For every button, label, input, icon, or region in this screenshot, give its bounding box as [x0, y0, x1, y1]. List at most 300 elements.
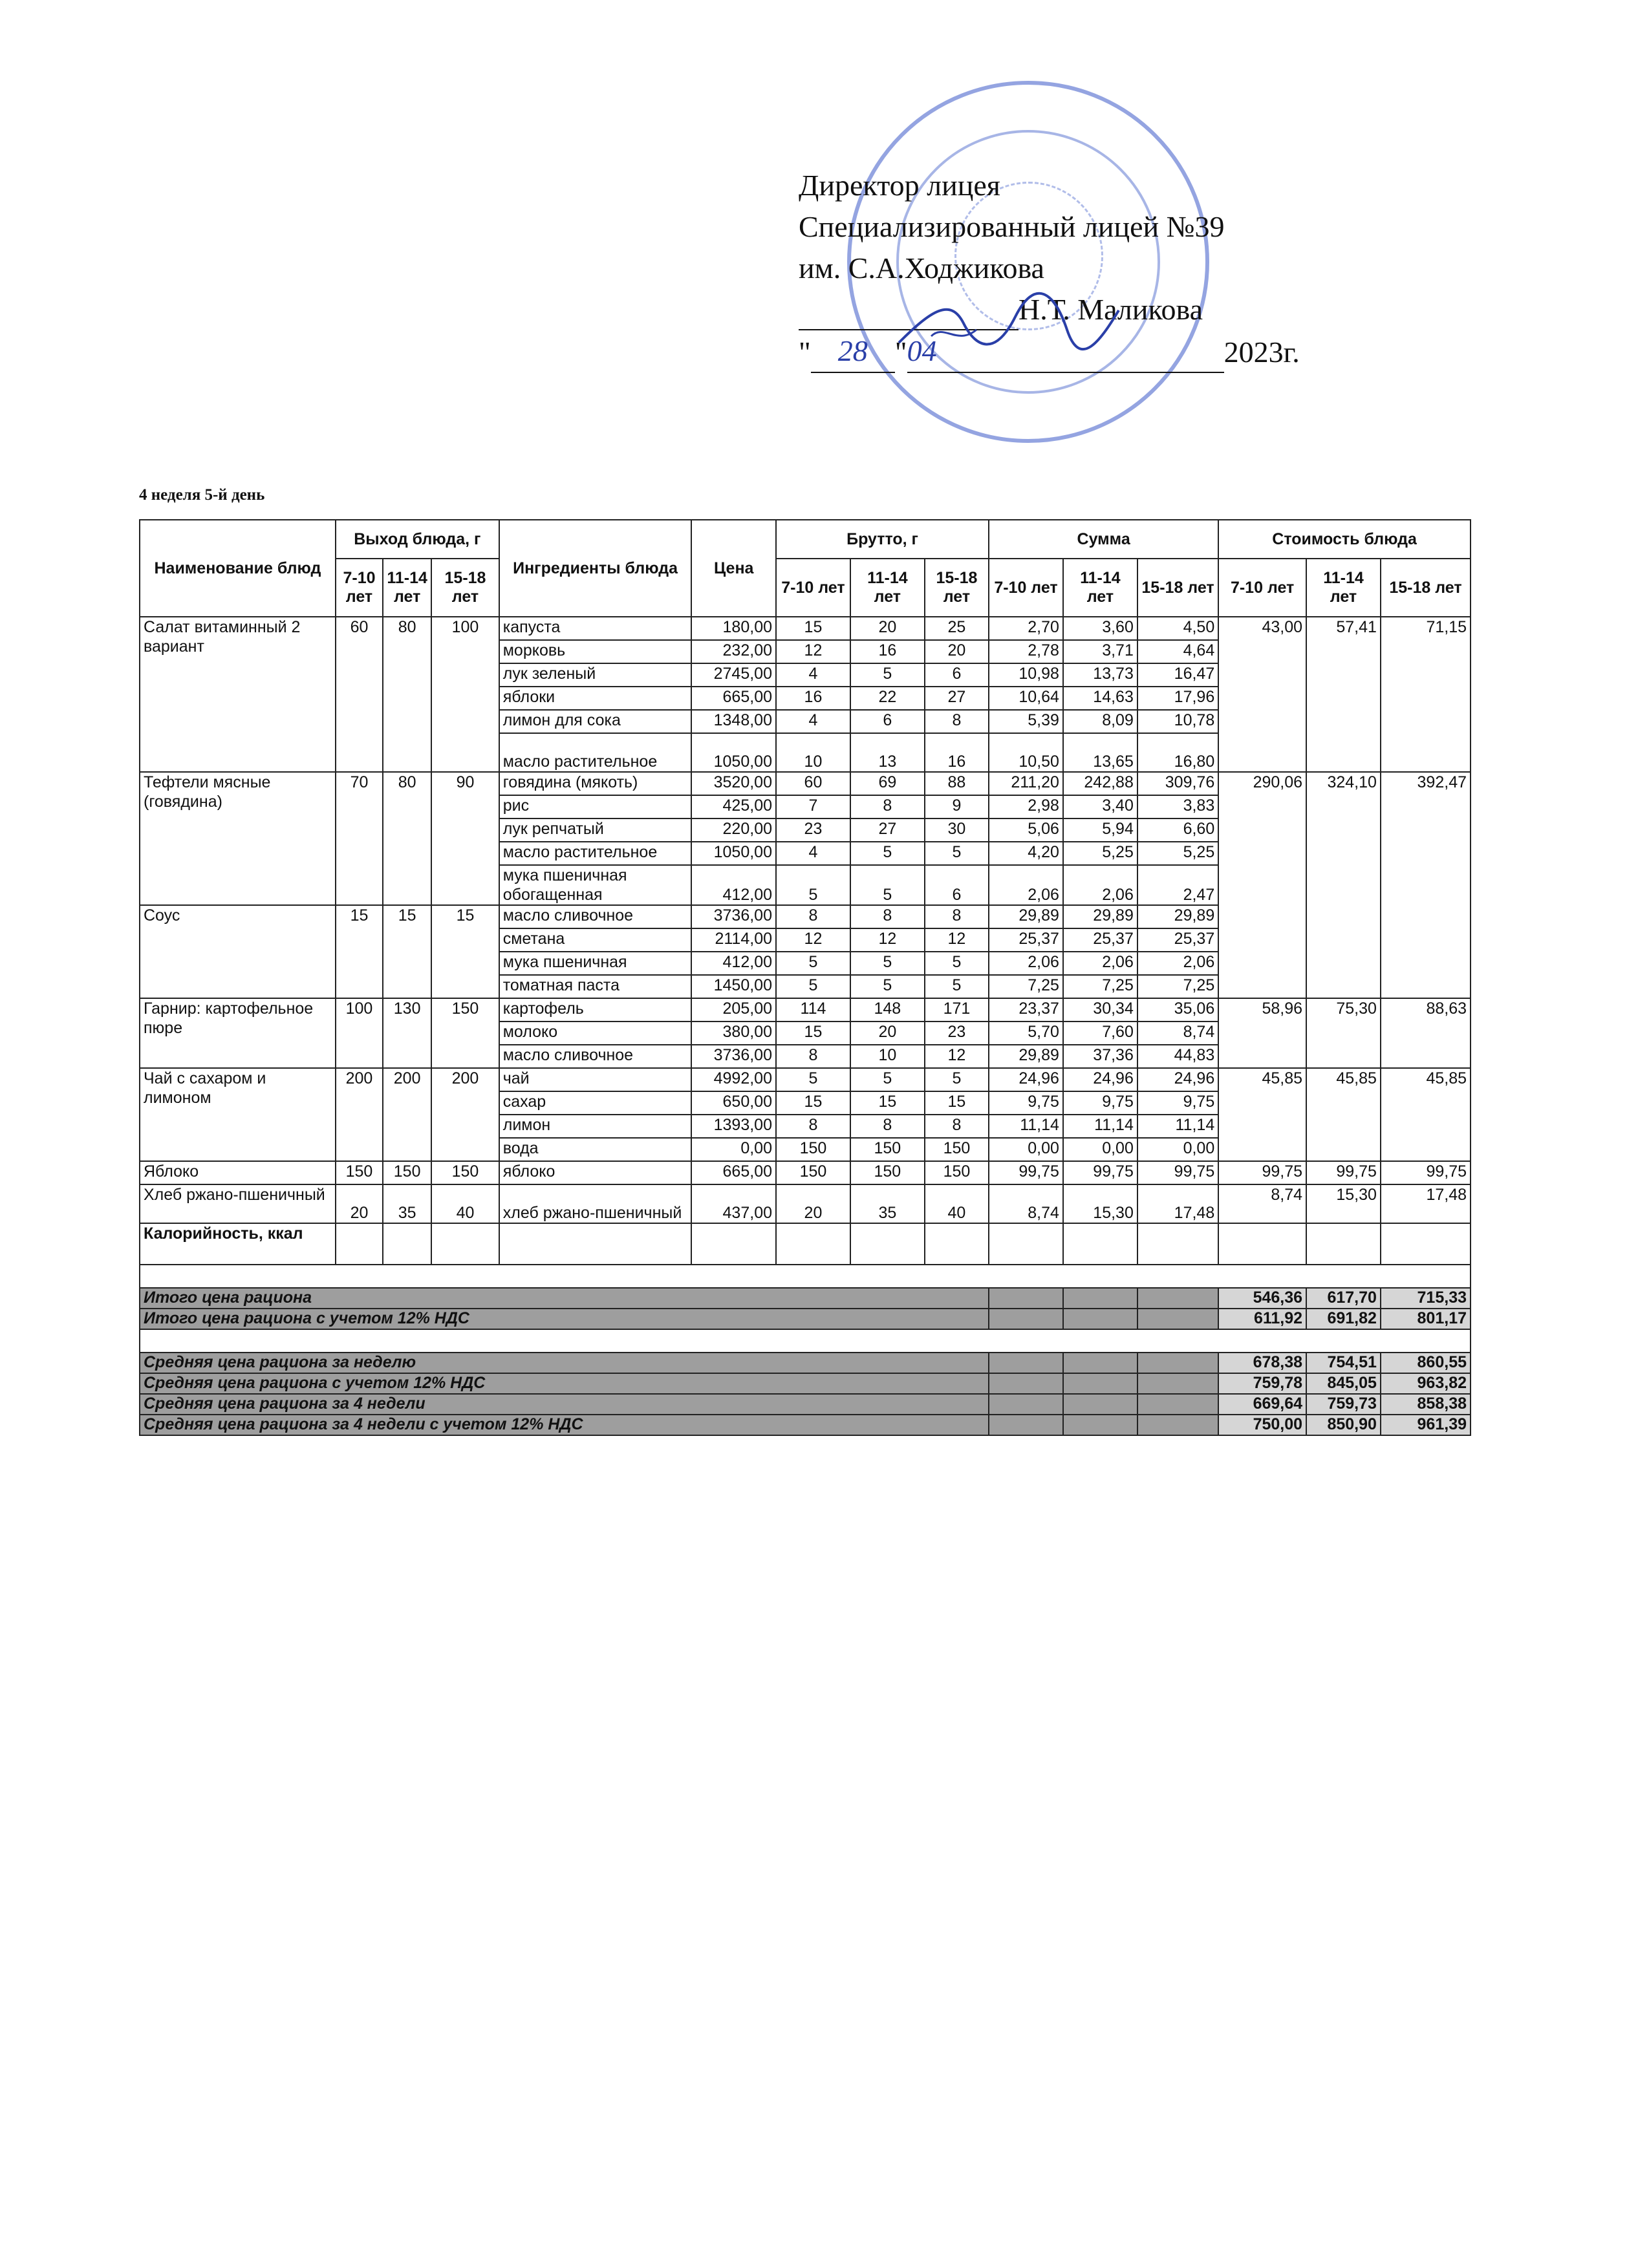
gross-age2: 150	[850, 1138, 925, 1161]
menu-table	[139, 519, 1471, 1436]
total-label: Средняя цена рациона с учетом 12% НДС	[140, 1373, 989, 1394]
gross-age1: 15	[776, 1022, 850, 1045]
dish-name: Хлеб ржано-пшеничный	[140, 1184, 336, 1223]
sum-age3: 2,47	[1137, 865, 1218, 905]
cost-age1: 290,06	[1218, 772, 1306, 998]
gross-age1: 12	[776, 640, 850, 663]
cost-age2: 75,30	[1306, 998, 1381, 1068]
header-gross-age3: 15-18 лет	[925, 559, 989, 617]
ingredient-price: 412,00	[691, 865, 776, 905]
gross-age2: 16	[850, 640, 925, 663]
header-sum-age2: 11-14 лет	[1063, 559, 1137, 617]
sum-age2: 3,71	[1063, 640, 1137, 663]
sum-age1: 29,89	[989, 1045, 1063, 1068]
sum-age2: 2,06	[1063, 865, 1137, 905]
gross-age1: 10	[776, 733, 850, 772]
total-value-age3: 961,39	[1381, 1415, 1471, 1435]
sum-age3: 8,74	[1137, 1022, 1218, 1045]
total-value-age1: 759,78	[1218, 1373, 1306, 1394]
gross-age2: 10	[850, 1045, 925, 1068]
dish-name: Соус	[140, 905, 336, 998]
total-value-age3: 715,33	[1381, 1288, 1471, 1309]
total-blank-cell	[1137, 1309, 1218, 1329]
ingredient-price: 1348,00	[691, 710, 776, 733]
gross-age1: 5	[776, 975, 850, 998]
gross-age2: 8	[850, 795, 925, 818]
gross-age1: 5	[776, 1068, 850, 1091]
dish-name: Гарнир: картофельное пюре	[140, 998, 336, 1068]
table-row	[140, 617, 1471, 640]
approval-title: Директор лицея	[799, 169, 1000, 202]
sum-age2: 13,73	[1063, 663, 1137, 687]
table-row	[140, 1161, 1471, 1184]
sum-age2: 30,34	[1063, 998, 1137, 1022]
ingredient-name: хлеб ржано-пшеничный	[499, 1184, 692, 1223]
output-age1: 200	[336, 1068, 383, 1161]
ingredient-name: масло растительное	[499, 733, 692, 772]
output-age1: 20	[336, 1184, 383, 1223]
gross-age1: 12	[776, 928, 850, 952]
sum-age2: 3,40	[1063, 795, 1137, 818]
gross-age1: 8	[776, 1045, 850, 1068]
total-blank-cell	[989, 1373, 1063, 1394]
date-open-quote: "	[799, 336, 811, 369]
sum-age2: 11,14	[1063, 1115, 1137, 1138]
calories-cell	[1218, 1223, 1306, 1265]
total-row	[140, 1415, 1471, 1435]
total-blank-cell	[1137, 1353, 1218, 1373]
gross-age2: 69	[850, 772, 925, 795]
output-age3: 40	[431, 1184, 499, 1223]
header-dish: Наименование блюд	[140, 520, 336, 617]
calories-cell	[989, 1223, 1063, 1265]
output-age3: 200	[431, 1068, 499, 1161]
ingredient-name: томатная паста	[499, 975, 692, 998]
output-age3: 15	[431, 905, 499, 998]
output-age1: 100	[336, 998, 383, 1068]
sum-age3: 16,80	[1137, 733, 1218, 772]
gross-age1: 23	[776, 818, 850, 842]
output-age1: 70	[336, 772, 383, 905]
gross-age1: 4	[776, 663, 850, 687]
sum-age3: 4,50	[1137, 617, 1218, 640]
gross-age3: 88	[925, 772, 989, 795]
gross-age3: 6	[925, 663, 989, 687]
approval-school: Специализированный лицей №39	[799, 210, 1225, 243]
table-row	[140, 1068, 1471, 1091]
sum-age3: 35,06	[1137, 998, 1218, 1022]
sum-age1: 8,74	[989, 1184, 1063, 1223]
output-age2: 150	[383, 1161, 431, 1184]
sum-age1: 7,25	[989, 975, 1063, 998]
gross-age2: 13	[850, 733, 925, 772]
total-blank-cell	[989, 1309, 1063, 1329]
spacer-row	[140, 1329, 1471, 1353]
gross-age3: 25	[925, 617, 989, 640]
calories-cell	[1381, 1223, 1471, 1265]
sum-age3: 3,83	[1137, 795, 1218, 818]
gross-age3: 6	[925, 865, 989, 905]
total-label: Средняя цена рациона за 4 недели	[140, 1394, 989, 1415]
output-age3: 90	[431, 772, 499, 905]
date-close-quote: "	[894, 336, 907, 369]
gross-age2: 27	[850, 818, 925, 842]
dish-name: Тефтели мясные (говядина)	[140, 772, 336, 905]
gross-age3: 150	[925, 1161, 989, 1184]
total-blank-cell	[989, 1394, 1063, 1415]
output-age3: 150	[431, 1161, 499, 1184]
gross-age1: 5	[776, 865, 850, 905]
ingredient-price: 380,00	[691, 1022, 776, 1045]
sum-age2: 242,88	[1063, 772, 1137, 795]
sum-age3: 0,00	[1137, 1138, 1218, 1161]
calories-cell	[691, 1223, 776, 1265]
ingredient-name: лимон	[499, 1115, 692, 1138]
calories-cell	[925, 1223, 989, 1265]
total-label: Средняя цена рациона за неделю	[140, 1353, 989, 1373]
output-age2: 130	[383, 998, 431, 1068]
total-label: Итого цена рациона	[140, 1288, 989, 1309]
sum-age3: 16,47	[1137, 663, 1218, 687]
sum-age3: 25,37	[1137, 928, 1218, 952]
gross-age2: 5	[850, 842, 925, 865]
gross-age1: 15	[776, 617, 850, 640]
total-value-age2: 850,90	[1306, 1415, 1381, 1435]
date-year: 2023г.	[1223, 336, 1300, 369]
sum-age2: 2,06	[1063, 952, 1137, 975]
ingredient-price: 220,00	[691, 818, 776, 842]
output-age2: 80	[383, 617, 431, 772]
sum-age2: 13,65	[1063, 733, 1137, 772]
sum-age1: 2,06	[989, 952, 1063, 975]
sum-age3: 24,96	[1137, 1068, 1218, 1091]
header-ingredients: Ингредиенты блюда	[499, 520, 692, 617]
sum-age1: 23,37	[989, 998, 1063, 1022]
spacer-row	[140, 1265, 1471, 1288]
sum-age3: 9,75	[1137, 1091, 1218, 1115]
sum-age1: 0,00	[989, 1138, 1063, 1161]
output-age1: 15	[336, 905, 383, 998]
total-blank-cell	[1137, 1288, 1218, 1309]
sum-age1: 211,20	[989, 772, 1063, 795]
gross-age2: 20	[850, 1022, 925, 1045]
total-value-age2: 754,51	[1306, 1353, 1381, 1373]
header-cost: Стоимость блюда	[1218, 520, 1471, 559]
ingredient-name: лимон для сока	[499, 710, 692, 733]
ingredient-name: сметана	[499, 928, 692, 952]
calories-label: Калорийность, ккал	[140, 1223, 336, 1265]
calories-cell	[431, 1223, 499, 1265]
ingredient-name: масло растительное	[499, 842, 692, 865]
cost-age2: 57,41	[1306, 617, 1381, 772]
sum-age1: 2,78	[989, 640, 1063, 663]
output-age1: 60	[336, 617, 383, 772]
sum-age3: 99,75	[1137, 1161, 1218, 1184]
ingredient-price: 3736,00	[691, 905, 776, 928]
gross-age1: 60	[776, 772, 850, 795]
output-age3: 100	[431, 617, 499, 772]
total-blank-cell	[989, 1353, 1063, 1373]
header-sum: Сумма	[989, 520, 1218, 559]
cost-age2: 45,85	[1306, 1068, 1381, 1161]
header-price: Цена	[691, 520, 776, 617]
gross-age2: 15	[850, 1091, 925, 1115]
dish-name: Чай с сахаром и лимоном	[140, 1068, 336, 1161]
total-blank-cell	[1137, 1394, 1218, 1415]
cost-age2: 15,30	[1306, 1184, 1381, 1223]
gross-age3: 30	[925, 818, 989, 842]
gross-age3: 5	[925, 842, 989, 865]
gross-age3: 23	[925, 1022, 989, 1045]
gross-age1: 150	[776, 1161, 850, 1184]
sum-age2: 24,96	[1063, 1068, 1137, 1091]
sum-age1: 4,20	[989, 842, 1063, 865]
total-blank-cell	[1063, 1373, 1137, 1394]
sum-age2: 8,09	[1063, 710, 1137, 733]
dish-name: Яблоко	[140, 1161, 336, 1184]
ingredient-price: 1050,00	[691, 842, 776, 865]
gross-age3: 40	[925, 1184, 989, 1223]
ingredient-name: чай	[499, 1068, 692, 1091]
ingredient-name: мука пшеничная обогащенная	[499, 865, 692, 905]
total-value-age3: 801,17	[1381, 1309, 1471, 1329]
gross-age3: 5	[925, 1068, 989, 1091]
ingredient-name: вода	[499, 1138, 692, 1161]
table-header	[140, 520, 1471, 617]
total-blank-cell	[1063, 1288, 1137, 1309]
header-sum-age1: 7-10 лет	[989, 559, 1063, 617]
calories-cell	[383, 1223, 431, 1265]
ingredient-name: масло сливочное	[499, 905, 692, 928]
gross-age1: 8	[776, 1115, 850, 1138]
header-output-age2: 11-14 лет	[383, 559, 431, 617]
gross-age1: 5	[776, 952, 850, 975]
output-age2: 15	[383, 905, 431, 998]
header-output-age3: 15-18 лет	[431, 559, 499, 617]
cost-age1: 45,85	[1218, 1068, 1306, 1161]
output-age1: 150	[336, 1161, 383, 1184]
cost-age1: 43,00	[1218, 617, 1306, 772]
header-cost-age1: 7-10 лет	[1218, 559, 1306, 617]
total-row	[140, 1353, 1471, 1373]
sum-age1: 5,06	[989, 818, 1063, 842]
cost-age2: 324,10	[1306, 772, 1381, 998]
gross-age3: 9	[925, 795, 989, 818]
header-output-age1: 7-10 лет	[336, 559, 383, 617]
cost-age2: 99,75	[1306, 1161, 1381, 1184]
approval-signer: Н.Т. Маликова	[1018, 293, 1203, 326]
gross-age2: 5	[850, 663, 925, 687]
sum-age1: 99,75	[989, 1161, 1063, 1184]
total-blank-cell	[1063, 1353, 1137, 1373]
table-body	[140, 617, 1471, 1435]
sum-age2: 7,25	[1063, 975, 1137, 998]
gross-age1: 114	[776, 998, 850, 1022]
ingredient-name: говядина (мякоть)	[499, 772, 692, 795]
gross-age2: 22	[850, 687, 925, 710]
gross-age2: 5	[850, 865, 925, 905]
ingredient-name: капуста	[499, 617, 692, 640]
ingredient-name: лук репчатый	[499, 818, 692, 842]
sum-age2: 7,60	[1063, 1022, 1137, 1045]
ingredient-name: сахар	[499, 1091, 692, 1115]
ingredient-price: 3520,00	[691, 772, 776, 795]
sum-age2: 5,94	[1063, 818, 1137, 842]
ingredient-name: картофель	[499, 998, 692, 1022]
sum-age3: 4,64	[1137, 640, 1218, 663]
total-blank-cell	[1063, 1309, 1137, 1329]
gross-age2: 150	[850, 1161, 925, 1184]
gross-age1: 150	[776, 1138, 850, 1161]
gross-age3: 171	[925, 998, 989, 1022]
sum-age3: 17,48	[1137, 1184, 1218, 1223]
gross-age3: 27	[925, 687, 989, 710]
total-label: Итого цена рациона с учетом 12% НДС	[140, 1309, 989, 1329]
total-value-age2: 845,05	[1306, 1373, 1381, 1394]
sum-age1: 10,64	[989, 687, 1063, 710]
sum-age2: 99,75	[1063, 1161, 1137, 1184]
ingredient-price: 2745,00	[691, 663, 776, 687]
ingredient-price: 1050,00	[691, 733, 776, 772]
date-day: 28	[811, 330, 895, 373]
ingredient-price: 437,00	[691, 1184, 776, 1223]
sum-age2: 25,37	[1063, 928, 1137, 952]
sum-age2: 9,75	[1063, 1091, 1137, 1115]
ingredient-price: 205,00	[691, 998, 776, 1022]
ingredient-name: лук зеленый	[499, 663, 692, 687]
sum-age1: 5,39	[989, 710, 1063, 733]
total-value-age2: 691,82	[1306, 1309, 1381, 1329]
gross-age2: 5	[850, 1068, 925, 1091]
total-label: Средняя цена рациона за 4 недели с учетом 12% НДС	[140, 1415, 989, 1435]
total-value-age1: 678,38	[1218, 1353, 1306, 1373]
output-age2: 35	[383, 1184, 431, 1223]
header-gross-age2: 11-14 лет	[850, 559, 925, 617]
gross-age2: 5	[850, 975, 925, 998]
total-row	[140, 1394, 1471, 1415]
sum-age3: 5,25	[1137, 842, 1218, 865]
gross-age1: 4	[776, 710, 850, 733]
sum-age1: 24,96	[989, 1068, 1063, 1091]
gross-age2: 35	[850, 1184, 925, 1223]
calories-cell	[336, 1223, 383, 1265]
ingredient-price: 650,00	[691, 1091, 776, 1115]
total-row	[140, 1373, 1471, 1394]
gross-age3: 15	[925, 1091, 989, 1115]
dish-name: Салат витаминный 2 вариант	[140, 617, 336, 772]
gross-age1: 15	[776, 1091, 850, 1115]
approval-named: им. С.А.Ходжикова	[799, 251, 1044, 284]
header-sum-age3: 15-18 лет	[1137, 559, 1218, 617]
table-row	[140, 998, 1471, 1022]
gross-age2: 8	[850, 905, 925, 928]
ingredient-name: яблоки	[499, 687, 692, 710]
cost-age3: 88,63	[1381, 998, 1471, 1068]
gross-age3: 16	[925, 733, 989, 772]
calories-cell	[776, 1223, 850, 1265]
gross-age1: 4	[776, 842, 850, 865]
gross-age2: 8	[850, 1115, 925, 1138]
ingredient-name: яблоко	[499, 1161, 692, 1184]
sum-age1: 10,50	[989, 733, 1063, 772]
total-value-age1: 611,92	[1218, 1309, 1306, 1329]
sum-age1: 2,98	[989, 795, 1063, 818]
total-value-age3: 858,38	[1381, 1394, 1471, 1415]
output-age2: 200	[383, 1068, 431, 1161]
total-value-age2: 759,73	[1306, 1394, 1381, 1415]
cost-age1: 99,75	[1218, 1161, 1306, 1184]
gross-age2: 6	[850, 710, 925, 733]
gross-age2: 20	[850, 617, 925, 640]
calories-cell	[1306, 1223, 1381, 1265]
gross-age3: 5	[925, 975, 989, 998]
output-age2: 80	[383, 772, 431, 905]
sum-age2: 14,63	[1063, 687, 1137, 710]
calories-cell	[499, 1223, 692, 1265]
sum-age3: 10,78	[1137, 710, 1218, 733]
calories-cell	[1137, 1223, 1218, 1265]
sum-age3: 29,89	[1137, 905, 1218, 928]
sum-age3: 11,14	[1137, 1115, 1218, 1138]
day-title: 4 неделя 5-й день	[139, 486, 265, 504]
total-value-age1: 669,64	[1218, 1394, 1306, 1415]
gross-age1: 8	[776, 905, 850, 928]
output-age3: 150	[431, 998, 499, 1068]
total-value-age1: 750,00	[1218, 1415, 1306, 1435]
ingredient-price: 3736,00	[691, 1045, 776, 1068]
header-gross: Брутто, г	[776, 520, 989, 559]
ingredient-price: 2114,00	[691, 928, 776, 952]
gross-age2: 5	[850, 952, 925, 975]
ingredient-name: рис	[499, 795, 692, 818]
sum-age1: 25,37	[989, 928, 1063, 952]
table-row	[140, 772, 1471, 795]
ingredient-price: 180,00	[691, 617, 776, 640]
gross-age3: 12	[925, 928, 989, 952]
spacer-cell	[140, 1329, 1471, 1353]
header-cost-age2: 11-14 лет	[1306, 559, 1381, 617]
sum-age2: 37,36	[1063, 1045, 1137, 1068]
gross-age3: 5	[925, 952, 989, 975]
ingredient-name: молоко	[499, 1022, 692, 1045]
gross-age3: 8	[925, 905, 989, 928]
gross-age2: 12	[850, 928, 925, 952]
ingredient-name: морковь	[499, 640, 692, 663]
sum-age3: 17,96	[1137, 687, 1218, 710]
sum-age2: 29,89	[1063, 905, 1137, 928]
total-blank-cell	[989, 1415, 1063, 1435]
cost-age3: 71,15	[1381, 617, 1471, 772]
ingredient-price: 4992,00	[691, 1068, 776, 1091]
header-cost-age3: 15-18 лет	[1381, 559, 1471, 617]
gross-age3: 20	[925, 640, 989, 663]
cost-age3: 392,47	[1381, 772, 1471, 998]
sum-age1: 2,70	[989, 617, 1063, 640]
sum-age1: 2,06	[989, 865, 1063, 905]
table-row	[140, 1184, 1471, 1223]
cost-age3: 45,85	[1381, 1068, 1471, 1161]
ingredient-price: 1450,00	[691, 975, 776, 998]
total-blank-cell	[1063, 1415, 1137, 1435]
total-value-age3: 860,55	[1381, 1353, 1471, 1373]
sum-age2: 15,30	[1063, 1184, 1137, 1223]
ingredient-price: 665,00	[691, 1161, 776, 1184]
sum-age1: 9,75	[989, 1091, 1063, 1115]
sum-age3: 2,06	[1137, 952, 1218, 975]
ingredient-name: масло сливочное	[499, 1045, 692, 1068]
sum-age3: 44,83	[1137, 1045, 1218, 1068]
ingredient-price: 1393,00	[691, 1115, 776, 1138]
